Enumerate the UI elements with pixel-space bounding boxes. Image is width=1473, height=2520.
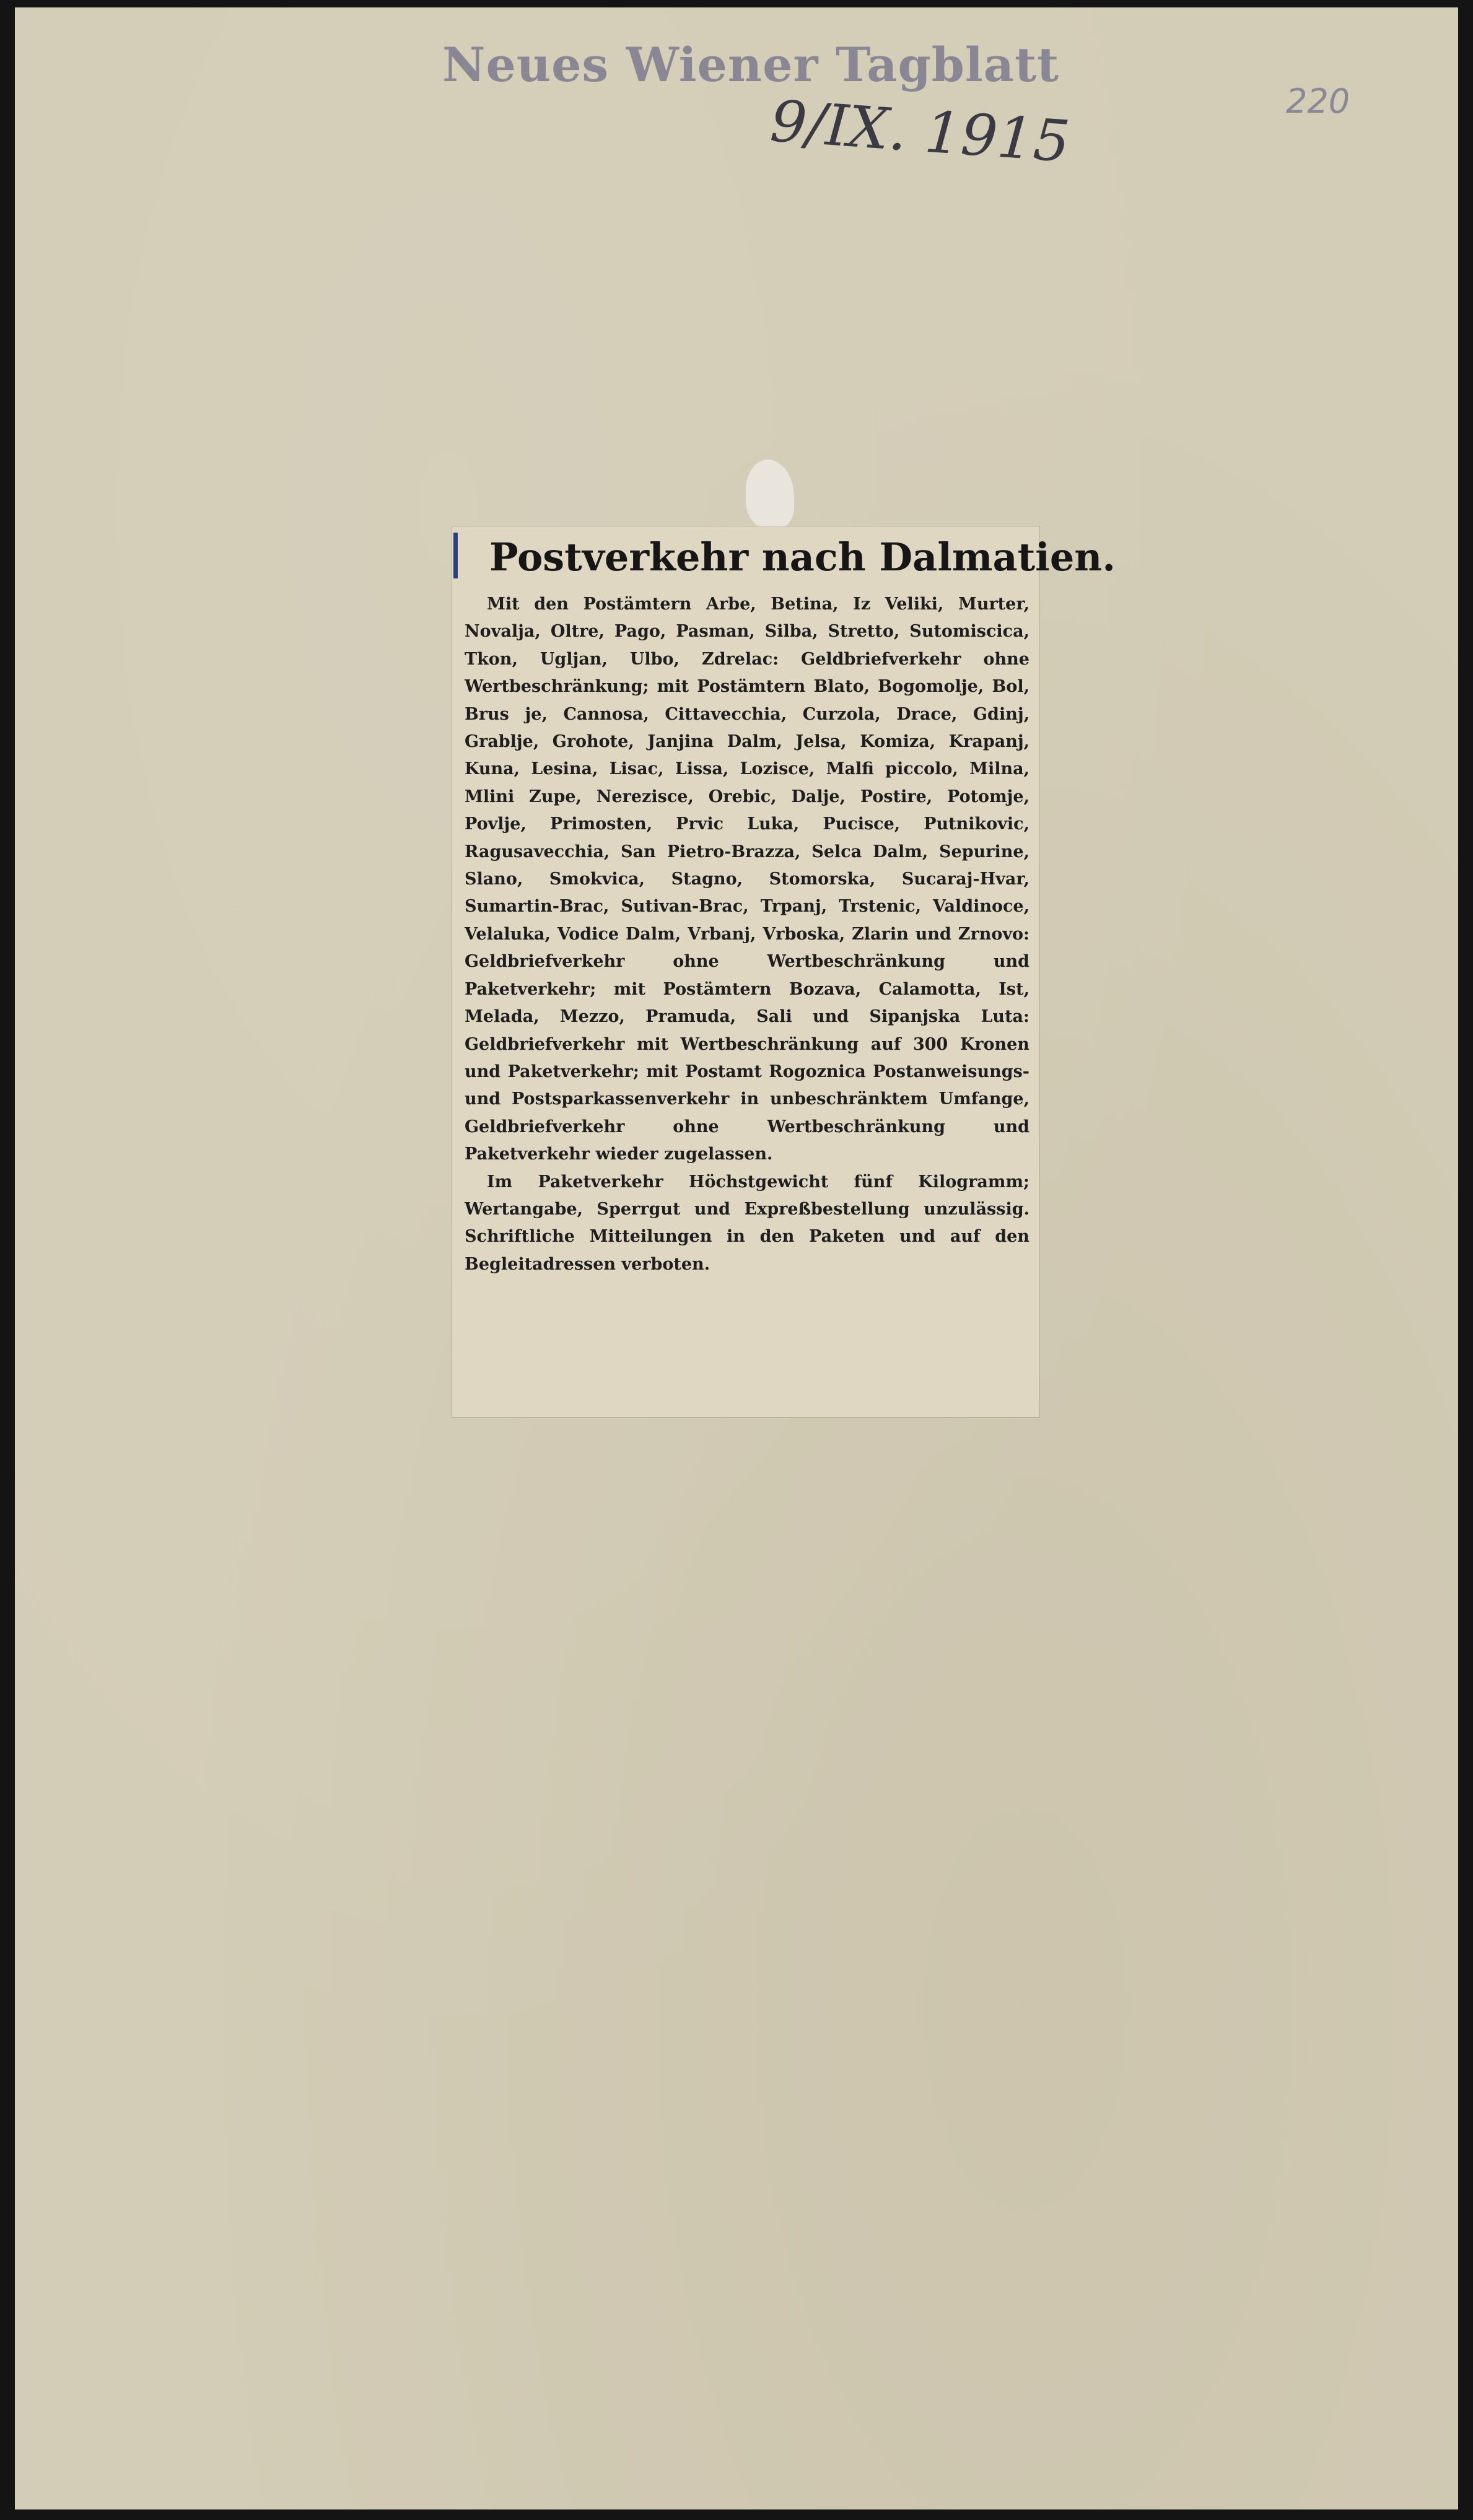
- page-number: 220: [1286, 82, 1350, 121]
- paper-tear-mark: [746, 460, 794, 528]
- newspaper-name-stamp: Neues Wiener Tagblatt: [442, 37, 1060, 92]
- clipping-margin-bar: [453, 533, 458, 578]
- article-title: Postverkehr nach Dalmatien.: [489, 534, 1116, 580]
- article-paragraph-2: Im Paketverkehr Höchstgewicht fünf Kilogramm; Wertangabe, Sperrgut und Expreßbestellung unzulässig. Schriftliche Mitteilungen in den Paketen und auf den Begleitadressen verboten.: [465, 1172, 1029, 1274]
- archive-sheet: [15, 7, 1458, 2509]
- newspaper-clipping: [452, 526, 1116, 1417]
- article-body: [465, 591, 1029, 1278]
- article-paragraph-1: Mit den Postämtern Arbe, Betina, Iz Veliki, Murter, Novalja, Oltre, Pago, Pasman, Silba, Stretto, Sutomiscica, Tkon, Ugljan, Ulbo, Zdrelac: Geldbriefverkehr ohne Wertbeschränkung; mit Postämtern Blato, Bogomolje, Bol, Brus je, Cannosa, Cittavecchia, Curzola, Drace, Gdinj, Grablje, Grohote, Janjina Dalm, Jelsa, Komiza, Krapanj, Kuna, Lesina, Lisac, Lissa, Lozisce, Malfi piccolo, Milna, Mlini Zupe, Nerezisce, Orebic, Dalje, Postire, Potomje, Povlje, Primosten, Prvic Luka, Pucisce, Putnikovic, Ragusavecchia, San Pietro-Brazza, Selca Dalm, Sepurine, Slano, Smokvica, Stagno, Stomorska, Sucaraj-Hvar, Sumartin-Brac, Sutivan-Brac, Trpanj, Trstenic, Valdinoce, Velaluka, Vodice Dalm, Vrbanj, Vrboska, Zlarin und Zrnovo: Geldbriefverkehr ohne Wertbeschränkung und Paketverkehr; mit Postämtern Bozava, Calamotta, Ist, Melada, Mezzo, Pramuda, Sali und Sipanjska Luta: Geldbriefverkehr mit Wertbeschränkung auf 300 Kronen und Paketverkehr; mit Postamt Rogoznica Postanweisungs- und Postsparkassenverkehr in unbeschränktem Umfange, Geldbriefverkehr ohne Wertbeschränkung und Paketverkehr wieder zugelassen.: [465, 595, 1029, 1164]
- handwritten-date: 9/IX. 1915: [768, 88, 1072, 175]
